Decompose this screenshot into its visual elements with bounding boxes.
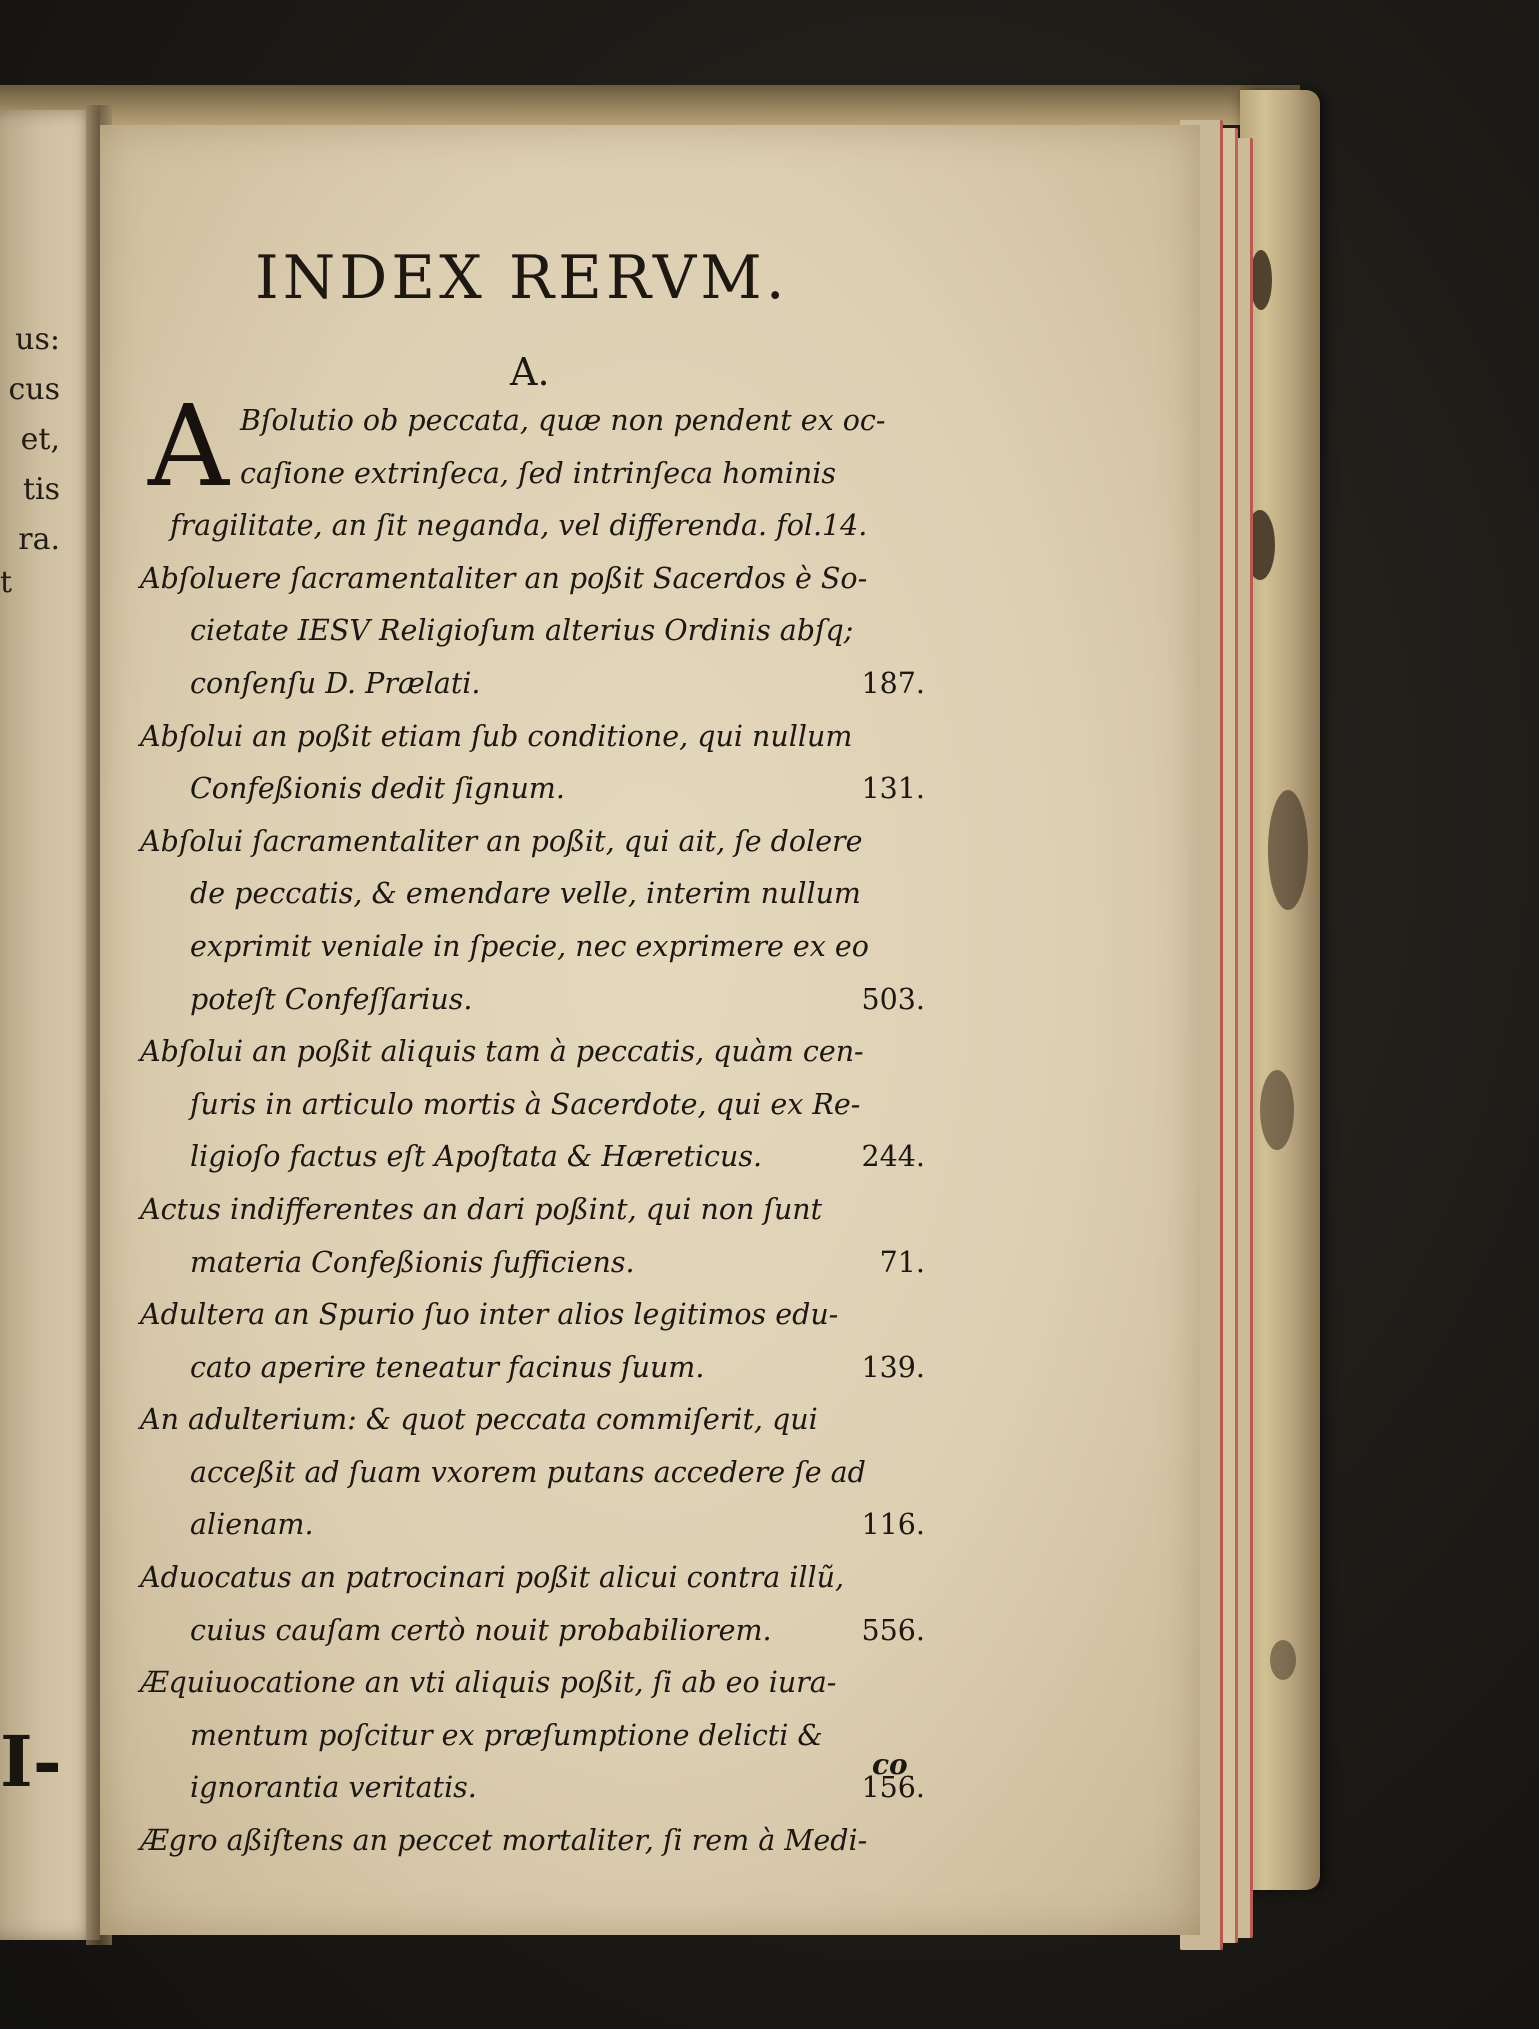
entry-text: cuius cauſam certò nouit probabiliorem. (190, 1613, 772, 1647)
index-entry (140, 1289, 925, 1394)
entry-line: caſione extrinſeca, ſed intrinſeca hominis (240, 456, 836, 490)
cover-stain (1268, 790, 1308, 910)
entry-line (140, 1131, 925, 1184)
entry-line: Adultera an Spurio ſuo inter alios legitimos edu- (140, 1298, 839, 1332)
index-entry (140, 1552, 925, 1657)
page-reference: 503. (861, 982, 925, 1016)
cover-top-edge (0, 85, 1300, 125)
entry-line: Æquiuocatione an vti aliquis poßit, ſi ab eo iura- (140, 1666, 837, 1700)
entry-line (140, 1762, 925, 1815)
cover-stain (1250, 250, 1272, 310)
entry-line: Aduocatus an patrocinari poßit alicui contra illũ, (140, 1561, 845, 1595)
entry-line (140, 1499, 925, 1552)
entry-text: Confeßionis dedit ſignum. (190, 772, 565, 806)
entry-line (140, 763, 925, 816)
entry-line: fragilitate, an ſit neganda, vel differenda. fol.14. (170, 509, 868, 543)
entry-text: cato aperire teneatur facinus ſuum. (190, 1350, 705, 1384)
left-fragment: et, (20, 422, 60, 457)
index-entry (140, 1394, 925, 1552)
index-entry (140, 553, 925, 711)
page-reference: 156. (861, 1771, 925, 1805)
index-entry (140, 816, 925, 1026)
page-reference: 556. (861, 1613, 925, 1647)
entry-line (140, 658, 925, 711)
left-fragment: tis (22, 472, 60, 507)
entry-text: ligioſo factus eſt Apoſtata & Hæreticus. (190, 1140, 763, 1174)
entry-line (140, 1237, 925, 1290)
entry-line: de peccatis, & emendare velle, interim nullum (190, 877, 861, 911)
entry-line: Actus indifferentes an dari poßint, qui non ſunt (140, 1192, 823, 1226)
index-entry (140, 1815, 925, 1868)
entry-line: An adulterium: & quot peccata commiſerit, qui (140, 1403, 818, 1437)
index-entry (140, 1026, 925, 1184)
index-entry (140, 711, 925, 816)
page-reference: 131. (861, 772, 925, 806)
entry-line: Abſolui ſacramentaliter an poßit, qui ait, ſe dolere (140, 824, 863, 858)
left-fragment: t (0, 565, 13, 600)
catchword: co (872, 1748, 908, 1781)
page-reference: 71. (879, 1245, 925, 1279)
entry-line (140, 974, 925, 1027)
page-reference: 244. (861, 1140, 925, 1174)
entry-text: materia Confeßionis ſufficiens. (190, 1245, 635, 1279)
entry-text: poteſt Confeſſarius. (190, 982, 473, 1016)
entry-line: Abſolui an poßit etiam ſub conditione, qui nullum (140, 719, 853, 753)
left-facing-page (0, 110, 100, 1940)
entry-line (140, 1605, 925, 1658)
entry-line: Bſolutio ob peccata, quæ non pendent ex oc- (240, 404, 886, 437)
page-reference: 116. (861, 1508, 925, 1542)
left-big-letter: I- (0, 1720, 62, 1803)
entry-line: Ægro aßiſtens an peccet mortaliter, ſi rem à Medi- (140, 1824, 868, 1858)
entry-text: alienam. (190, 1508, 314, 1542)
drop-cap: A (148, 382, 229, 512)
index-entry (140, 1657, 925, 1815)
left-fragment: ra. (18, 522, 60, 557)
entry-line (140, 1342, 925, 1395)
section-letter: A. (510, 350, 550, 394)
page-title: INDEX RERVM. (255, 243, 789, 313)
index-entry (140, 1184, 925, 1289)
entry-text: ignorantia veritatis. (190, 1771, 477, 1805)
entry-line: ſuris in articulo mortis à Sacerdote, qui ex Re- (190, 1087, 861, 1121)
entry-line: exprimit veniale in ſpecie, nec exprimere ex eo (190, 929, 869, 963)
cover-stain (1270, 1640, 1296, 1680)
entry-line: mentum poſcitur ex præſumptione delicti & (190, 1718, 823, 1752)
entry-line: Abſolui an poßit aliquis tam à peccatis, quàm cen- (140, 1035, 864, 1069)
index-entry (140, 382, 925, 553)
left-fragment: us: (15, 322, 60, 357)
entry-line: Abſoluere ſacramentaliter an poßit Sacerdos è So- (140, 561, 868, 595)
page-reference: 187. (861, 666, 925, 700)
entry-text: conſenſu D. Prælati. (190, 666, 481, 700)
index-entries (140, 382, 925, 1868)
entry-line: cietate IESV Religioſum alterius Ordinis abſq; (190, 614, 854, 648)
page-reference: 139. (861, 1350, 925, 1384)
entry-line: acceßit ad ſuam vxorem putans accedere ſe ad (190, 1455, 866, 1489)
cover-stain (1260, 1070, 1294, 1150)
left-fragment: cus (8, 372, 60, 407)
